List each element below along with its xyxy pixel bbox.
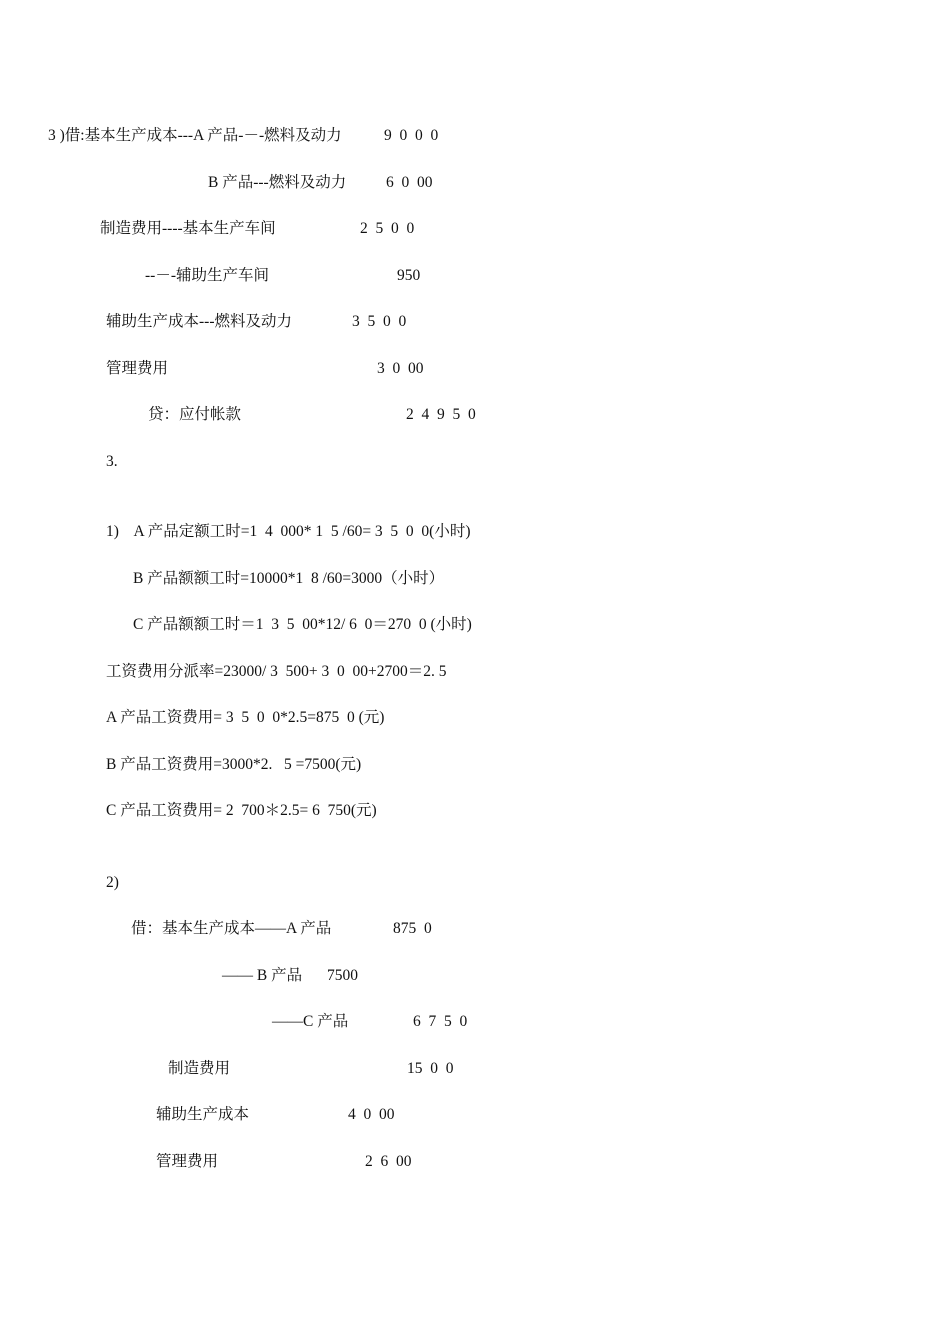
c-quota-hours: C 产品额额工时＝1 3 5 00*12/ 6 0＝270 0 (小时) [133, 616, 472, 633]
b-wage-cost: B 产品工资费用=3000*2. 5 =7500(元) [106, 756, 362, 773]
entry-admin-amount: 2 6 00 [365, 1153, 412, 1170]
b-quota-hours: B 产品额额工时=10000*1 8 /60=3000（小时） [133, 570, 445, 587]
entry3-line1-label: 3 )借:基本生产成本---A 产品-－-燃料及动力 [48, 127, 342, 144]
entry3-line6-amount: 3 0 00 [377, 360, 424, 377]
a-quota-hours: 1) A 产品定额工时=1 4 000* 1 5 /60= 3 5 0 0(小时) [106, 523, 471, 540]
entry-debit-c-amount: 6 7 5 0 [413, 1013, 468, 1030]
entry3-line5-amount: 3 5 0 0 [352, 313, 407, 330]
a-wage-cost: A 产品工资费用= 3 5 0 0*2.5=875 0 (元) [106, 709, 385, 726]
entry-admin-label: 管理费用 [156, 1153, 219, 1170]
entry3-line6-label: 管理费用 [106, 360, 169, 377]
section3-heading: 3. [106, 453, 118, 470]
entry-manufacturing-amount: 15 0 0 [407, 1060, 454, 1077]
entry-debit-a-label: 借：基本生产成本——A 产品 [131, 920, 332, 937]
entry3-line2-label: B 产品---燃料及动力 [208, 174, 347, 191]
entry3-line3-label: 制造费用----基本生产车间 [100, 220, 276, 237]
entry3-line7-label: 贷：应付帐款 [148, 406, 242, 423]
question2-heading: 2) [106, 874, 119, 891]
entry-debit-b-label: —— B 产品 [222, 967, 303, 984]
entry-debit-c-label: ——C 产品 [272, 1013, 349, 1030]
entry3-line4-label: --－-辅助生产车间 [145, 267, 269, 284]
entry-auxiliary-label: 辅助生产成本 [156, 1106, 250, 1123]
entry3-line2-amount: 6 0 00 [386, 174, 433, 191]
entry3-line3-amount: 2 5 0 0 [360, 220, 415, 237]
wage-allocation-rate: 工资费用分派率=23000/ 3 500+ 3 0 00+2700＝2. 5 [106, 663, 447, 680]
entry3-line4-amount: 950 [397, 267, 421, 284]
entry3-line7-amount: 2 4 9 5 0 [406, 406, 476, 423]
entry3-line5-label: 辅助生产成本---燃料及动力 [106, 313, 292, 330]
entry3-line1-amount: 9 0 0 0 [384, 127, 439, 144]
entry-manufacturing-label: 制造费用 [168, 1060, 231, 1077]
c-wage-cost: C 产品工资费用= 2 700＊2.5= 6 750(元) [106, 802, 377, 819]
entry-debit-a-amount: 875 0 [393, 920, 432, 937]
entry-debit-b-amount: 7500 [327, 967, 358, 984]
entry-auxiliary-amount: 4 0 00 [348, 1106, 395, 1123]
